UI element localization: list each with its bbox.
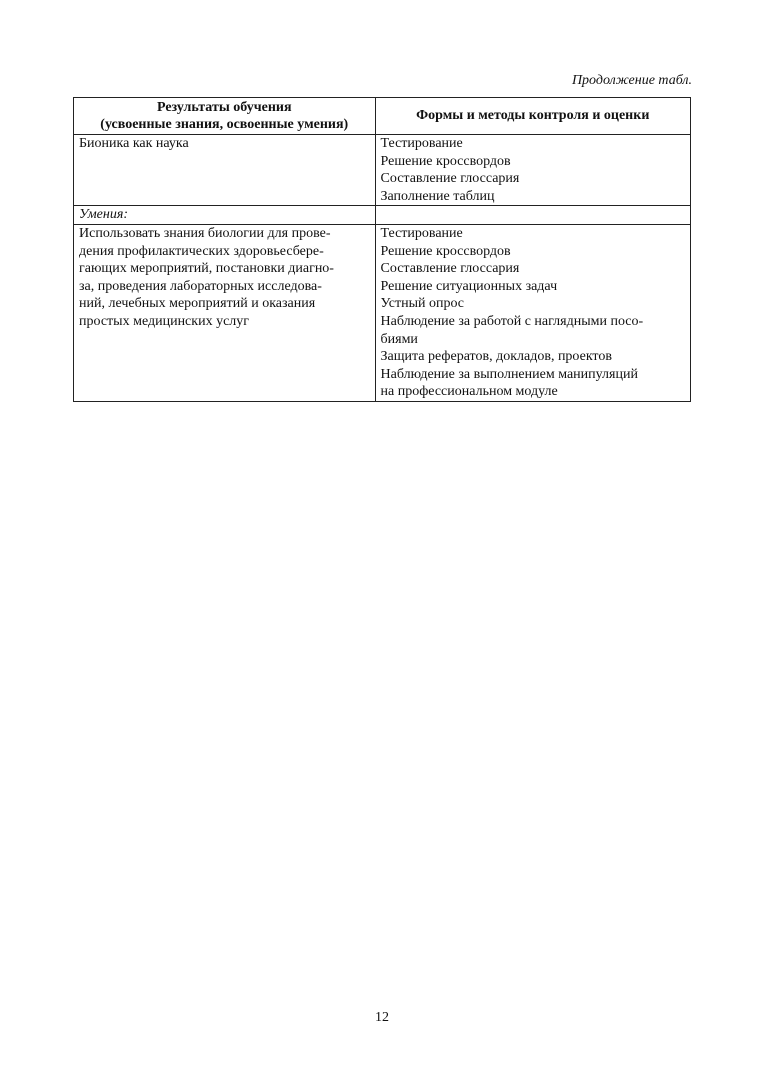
- table-section-row: [74, 206, 691, 225]
- result-cell: [74, 135, 376, 206]
- result-line: Использовать знания биологии для прове-: [79, 225, 331, 241]
- table-header-row: [74, 98, 691, 135]
- method-item: Составление глоссария: [380, 171, 520, 187]
- method-item: Защита рефератов, докладов, проектов: [380, 349, 612, 365]
- empty-cell: [375, 206, 690, 225]
- column-header-methods: Формы и методы контроля и оценки: [375, 98, 690, 135]
- result-cell: [74, 224, 376, 401]
- result-line: Бионика как наука: [79, 136, 189, 151]
- method-item: Заполнение таблиц: [380, 188, 495, 204]
- method-item: Решение кроссвордов: [380, 243, 511, 259]
- method-item: Решение ситуационных задач: [380, 278, 558, 294]
- method-item: биями: [380, 331, 418, 347]
- method-item: Устный опрос: [380, 296, 465, 312]
- method-item: Тестирование: [380, 136, 463, 151]
- result-line: простых медицинских услуг: [79, 313, 250, 329]
- table-row: [74, 224, 691, 401]
- result-line: дения профилактических здоровьесбере-: [79, 243, 324, 259]
- method-item: Составление глоссария: [380, 261, 520, 277]
- method-item: Тестирование: [380, 225, 463, 241]
- method-item: Наблюдение за выполнением манипуляций: [380, 366, 638, 382]
- evaluation-table: [73, 97, 691, 402]
- methods-cell: [375, 224, 690, 401]
- table-row: [74, 135, 691, 206]
- section-label-skills: Умения:: [74, 206, 376, 225]
- result-line: гающих мероприятий, постановки диагно-: [79, 261, 334, 277]
- column-header-results: [74, 98, 376, 135]
- method-item: Решение кроссвордов: [380, 153, 511, 169]
- result-line: ний, лечебных мероприятий и оказания: [79, 296, 316, 312]
- result-line: за, проведения лабораторных исследова-: [79, 278, 322, 294]
- header-results-subline: (усвоенные знания, освоенные умения): [100, 117, 349, 132]
- page-number: 12: [375, 1010, 389, 1025]
- methods-cell: [375, 135, 690, 206]
- method-item: Наблюдение за работой с наглядными посо-: [380, 313, 644, 329]
- header-results-line: Результаты обучения: [156, 100, 292, 115]
- method-item: на профессиональном модуле: [380, 384, 558, 400]
- table-continuation-label: Продолжение табл.: [571, 73, 692, 88]
